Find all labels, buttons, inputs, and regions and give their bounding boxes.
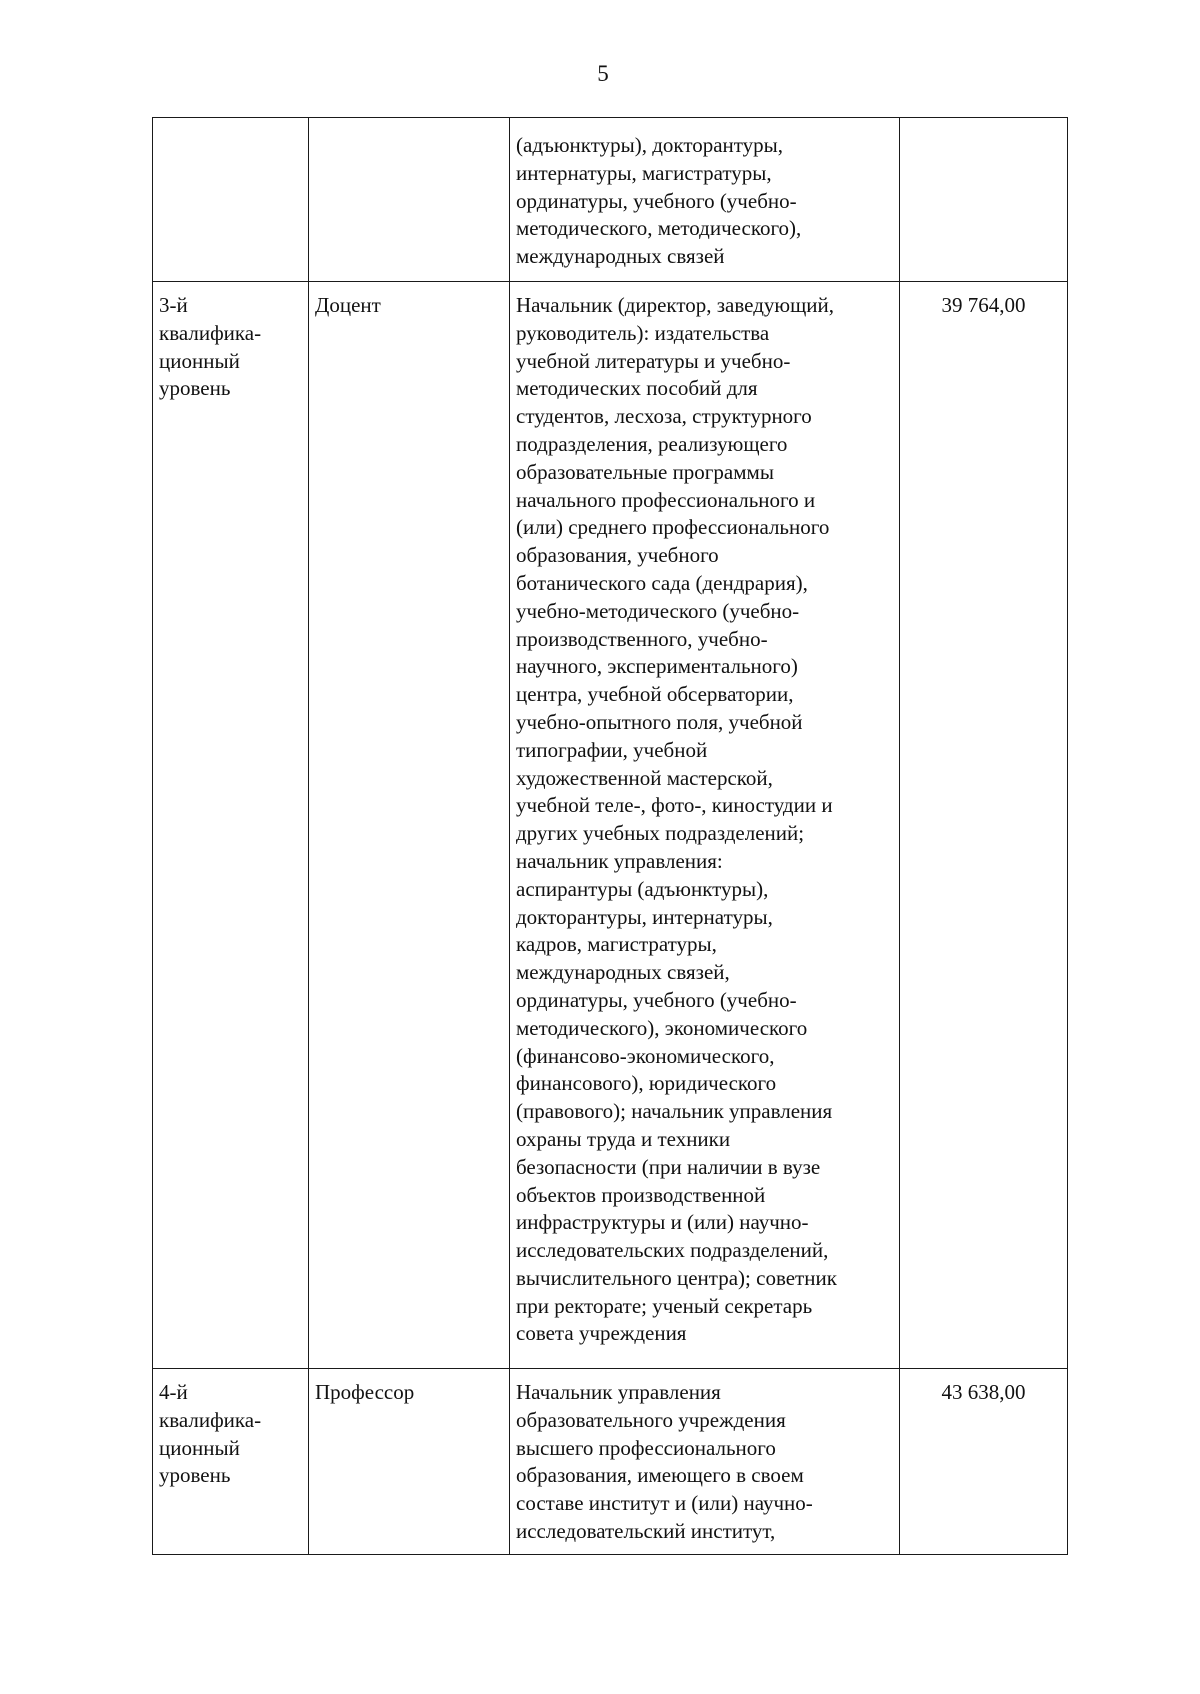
departments-cell [510,282,900,1369]
position-cell [309,1369,510,1555]
qualification-table [152,117,1068,1555]
table-row [153,1369,1068,1555]
page-number: 5 [597,61,609,86]
position-text: Доцент [315,293,381,317]
salary-cell [900,282,1068,1369]
salary-text: 39 764,00 [941,293,1026,317]
table-row [153,282,1068,1369]
departments-text: (адъюнктуры), докторантуры, интернатуры, магистратуры, ординатуры, учебного (учебно- методического, методического), международных связей [516,133,802,269]
qualification-level-text: 4-й квалифика- ционный уровень [159,1380,262,1488]
salary-cell [900,118,1068,282]
qualification-level-text: 3-й квалифика- ционный уровень [159,293,262,401]
departments-text: Начальник управления образовательного учреждения высшего профессионального образования, имеющего в своем составе институт и (или) научно- исследовательский институт, [516,1380,813,1543]
qualification-level-cell [153,282,309,1369]
departments-text: Начальник (директор, заведующий, руководитель): издательства учебной литературы и учебно- методических пособий для студентов, лесхоза, структурного подразделения, реализующего образовательные программы начального профессионального и (или) среднего профессионального образования, учебного ботанического сада (дендрария), учебно-методического (учебно- производственного, учебно- научного, экспериментального) центра, учебной обсерватории, учебно-опытного поля, учебной типографии, учебной художественной мастерской, учебной теле-, фото-, киностудии и других учебных подразделений; начальник управления: аспирантуры (адъюнктуры), докторантуры, интернатуры, кадров, магистратуры, международных связей, ординатуры, учебного (учебно- методического), экономического (финансово-экономического, финансового), юридического (правового); начальник управления охраны труда и техники безопасности (при наличии в вузе объектов производственной инфраструктуры и (или) научно- исследовательских подразделений, вычислительного центра); советник при ректорате; ученый секретарь совета учреждения [516,293,837,1346]
departments-cell [510,1369,900,1555]
qualification-level-cell [153,1369,309,1555]
position-cell [309,118,510,282]
table-row [153,118,1068,282]
position-cell [309,282,510,1369]
departments-cell [510,118,900,282]
salary-cell [900,1369,1068,1555]
position-text: Профессор [315,1380,415,1404]
salary-text: 43 638,00 [941,1380,1026,1404]
qualification-level-cell [153,118,309,282]
